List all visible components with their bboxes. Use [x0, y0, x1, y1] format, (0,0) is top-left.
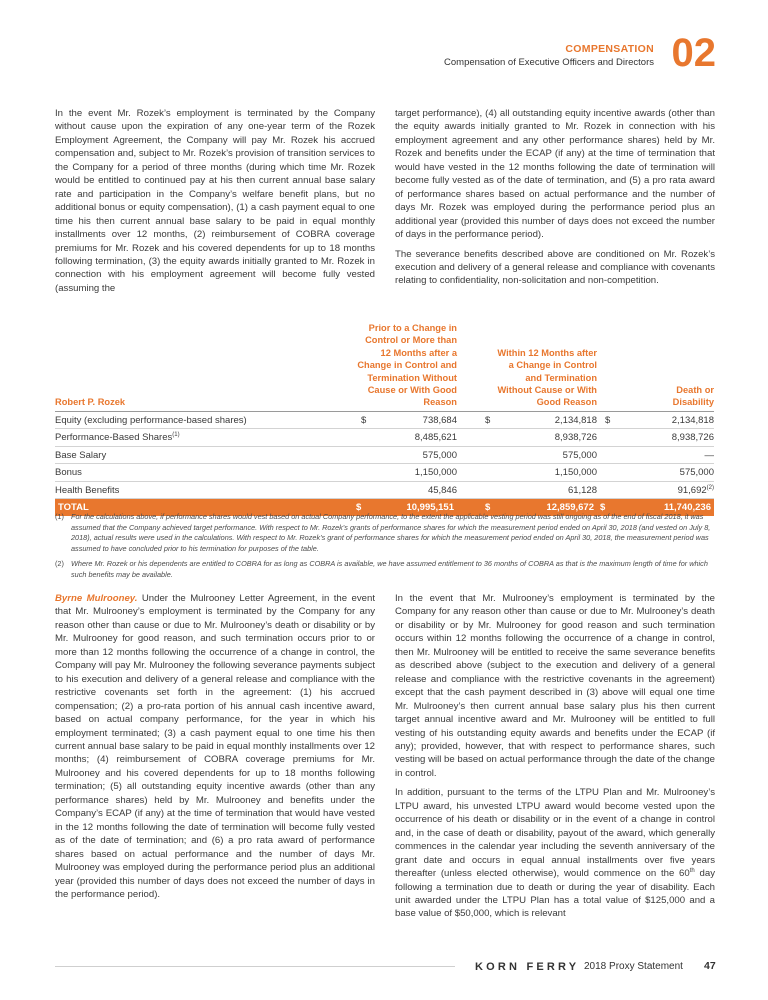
- currency-symbol: $: [597, 499, 627, 517]
- table-row: [55, 411, 714, 429]
- value-cell: 8,938,726: [512, 429, 597, 447]
- mulrooney-paragraph: Byrne Mulrooney. Under the Mulrooney Letter Agreement, in the event that Mr. Mulrooney’s employment is terminated by the Company for any reason other than cause or due to Mr. Mulrooney’s death or disability or by Mr. Mulrooney for good reason, and such termination occurs prior to or more than 12 months following the occurrence of a change in control, the Company will pay Mr. Mulrooney the following severance payments subject to his execution and delivery of a general release and compliance with the restrictive covenants set forth in the agreement: (1) his accrued compensation; (2) a pro-rata portion of his annual cash incentive award, based on actual company performance, for the year in which his employment terminated; (3) a cash payment equal to one time his then current annual base salary to be paid in equal monthly installments over 12 months; (4) reimbursement of COBRA coverage premiums for Mr. Mulrooney and his covered dependents for up to 18 months following termination; (5) all outstanding equity incentive awards (other than any performance shares) held by Mr. Mulrooney and benefits under the Company’s ECAP (if any) at the time of termination that would have vested in the 12 months following the date of termination will become fully vested as of the date of termination; and (6) a pro rata award of performance shares based on actual performance and the number of days Mr. Mulrooney was employed during the performance period plus an additional year (provided this number of days does not exceed the number of days in the performance period).: [55, 593, 376, 900]
- row-label: Equity (excluding performance-based shares): [55, 411, 353, 429]
- value-cell: —: [627, 446, 714, 464]
- mulrooney-right-column: [395, 592, 715, 927]
- footer-document-title: 2018 Proxy Statement: [584, 961, 683, 972]
- table-row: [55, 429, 714, 447]
- currency-symbol: [353, 464, 373, 482]
- currency-symbol: [597, 464, 627, 482]
- row-label: Performance-Based Shares$^{(1)}$: [55, 429, 353, 447]
- value-cell: 575,000: [512, 446, 597, 464]
- rozek-left-column: [55, 107, 375, 301]
- value-cell: 1,150,000: [512, 464, 597, 482]
- value-cell: 8,938,726: [627, 429, 714, 447]
- currency-symbol: [457, 446, 512, 464]
- total-value: 12,859,672: [512, 499, 597, 517]
- value-cell: 1,150,000: [373, 464, 457, 482]
- row-label: Base Salary: [55, 446, 353, 464]
- mulrooney-left-column: [55, 592, 375, 907]
- mulrooney-lead-in: Byrne Mulrooney.: [55, 593, 138, 604]
- total-value: 10,995,151: [373, 499, 457, 517]
- footnote-marker: (1): [55, 512, 64, 521]
- footer-rule: [55, 966, 455, 967]
- table-row: [55, 481, 714, 499]
- value-cell: 575,000: [627, 464, 714, 482]
- currency-symbol: $: [353, 499, 373, 517]
- total-label: TOTAL: [55, 499, 353, 517]
- footnote-marker: (2): [55, 559, 64, 568]
- value-cell: 8,485,621: [373, 429, 457, 447]
- currency-symbol: $: [457, 499, 512, 517]
- rozek-conditions-paragraph: The severance benefits described above are conditioned on Mr. Rozek’s execution and delivery of a general release and compliance with covenants relating to confidentiality, non-solicitation and non-competition.: [395, 248, 715, 287]
- mulrooney-cic-paragraph: In the event that Mr. Mulrooney’s employment is terminated by the Company for any reason other than cause or due to Mr. Mulrooney’s death or disability or by Mr. Mulrooney for good reason and such termination occurs within 12 months following the occurrence of a change in control, then Mr. Mulrooney will be entitled to receive the same severance benefits as described above (subject to the execution and delivery of a general release and compliance with the restrictive covenants in the agreement) except that the cash payment described in (3) above will equal one time Mr. Mulrooney’s then current annual base salary plus his then current target annual incentive award and Mr. Mulrooney will be entitled to full vesting of his outstanding equity awards and benefits under the ECAP (if any); provided, however, that with respect to performance shares, such vesting will be based on actual performance through the date of the change in control.: [395, 593, 716, 779]
- table-row: [55, 446, 714, 464]
- footnote-ref: (2): [706, 484, 714, 491]
- rozek-right-column: [395, 107, 715, 294]
- currency-symbol: [597, 481, 627, 499]
- value-cell: 45,846: [373, 481, 457, 499]
- row-label: Health Benefits: [55, 481, 353, 499]
- col-death-disability-header: Death or Disability: [597, 322, 714, 411]
- footnote-text: Where Mr. Rozek or his dependents are entitled to COBRA for as long as COBRA is available, we have assumed entitlement to 36 months of COBRA as that is the maximum length of time for which such benefits may be available.: [71, 559, 708, 579]
- row-label: Bonus: [55, 464, 353, 482]
- section-subtitle: Compensation of Executive Officers and Directors: [444, 57, 654, 68]
- footnote: [55, 559, 715, 580]
- footnote: [55, 512, 715, 554]
- rozek-paragraph: In the event Mr. Rozek’s employment is terminated by the Company without cause upon the expiration of any one-year term of the Rozek Employment Agreement, the Company will pay Mr. Rozek his accrued compensation and, subject to Mr. Rozek’s provision of transition services to the Company for a period of three months (during which time Mr. Rozek would be entitled to continued pay at his then current annual base salary rate and participation in the Company’s welfare benefit plans, but no additional bonus or equity compensation), (1) a cash payment equal to one time his then current annual base salary to be paid in equal monthly installments over 12 months, (2) reimbursement of COBRA coverage premiums for Mr. Rozek and his covered dependents for up to 18 months following termination, (3) the equity awards initially granted to Mr. Rozek in connection with his employment agreement will become fully vested (assuming the: [55, 108, 375, 294]
- currency-symbol: $: [597, 411, 627, 429]
- currency-symbol: [353, 429, 373, 447]
- executive-name-header: Robert P. Rozek: [55, 322, 353, 411]
- footnote-ref: (1): [172, 431, 180, 438]
- page-number: 47: [704, 960, 716, 972]
- value-cell: 61,128: [512, 481, 597, 499]
- currency-symbol: [457, 429, 512, 447]
- value-cell: 2,134,818: [627, 411, 714, 429]
- value-cell: 2,134,818: [512, 411, 597, 429]
- col-within-12-months-header: Within 12 Months after a Change in Control and Termination Without Cause or With Good Reason: [457, 322, 597, 411]
- currency-symbol: [457, 481, 512, 499]
- footnote-text: For the calculations above, if performance shares would vest based on actual Company performance, to the extent the applicable vesting period was still ongoing as of the end of fiscal 2018, it was assumed that the Company achieved target performance. With respect to Mr. Rozek’s grants of performance shares for which the measurement period ended on April 30, 2018 (and vested on July 8, 2018), actual results were used in the calculations. With respect to Mr. Rozek’s grant of performance shares for which the measurement period ended on April 30, 2018, the measurement period was assumed to have concluded prior to his termination for purposes of the table.: [71, 512, 711, 553]
- value-cell: 575,000: [373, 446, 457, 464]
- section-number: 02: [671, 31, 716, 75]
- mulrooney-ltpu-paragraph: In addition, pursuant to the terms of the LTPU Plan and Mr. Mulrooney’s LTPU award, his unvested LTPU award would become vested upon the occurrence of his death or disability or in the event of a change in control and, in the case of death or disability, payout of the award, which generally commences in the calendar year including the seventh anniversary of the grant date and occurs in equal annual installments over five years thereafter (unless elected otherwise), would commence on the 60th day following a termination due to death or during the year of disability. Each unit awarded under the LTPU Plan has a total value of $125,000 and a base value of $50,000, which is relevant: [395, 787, 715, 920]
- table-header-row: [55, 322, 714, 411]
- total-value: 11,740,236: [627, 499, 714, 517]
- currency-symbol: $: [353, 411, 373, 429]
- currency-symbol: $: [457, 411, 512, 429]
- value-cell: 738,684: [373, 411, 457, 429]
- currency-symbol: [597, 446, 627, 464]
- col-prior-cic-header: Prior to a Change in Control or More than 12 Months after a Change in Control and Termination Without Cause or With Good Reason: [353, 322, 457, 411]
- value-cell: 91,692$^{(2)}$: [627, 481, 714, 499]
- currency-symbol: [597, 429, 627, 447]
- section-title: COMPENSATION: [565, 43, 654, 55]
- currency-symbol: [353, 446, 373, 464]
- footer-brand-logo: KORN FERRY: [475, 961, 580, 973]
- rozek-paragraph-cont: target performance), (4) all outstanding equity incentive awards (other than the equity awards initially granted to Mr. Rozek in connection with his employment agreement and any other performance shares) held by Mr. Rozek and benefits under the ECAP (if any) at the time of termination that would have vested in the 12 months following the date of termination will become fully vested as of the date of termination, and (5) a pro rata award of performance shares based on actual performance and the number of days Mr. Rozek was employed during the performance period plus an additional year (provided this number of days does not exceed the number of days in the performance period).: [395, 108, 715, 241]
- table-row: [55, 464, 714, 482]
- severance-table: [55, 322, 714, 516]
- currency-symbol: [457, 464, 512, 482]
- currency-symbol: [353, 481, 373, 499]
